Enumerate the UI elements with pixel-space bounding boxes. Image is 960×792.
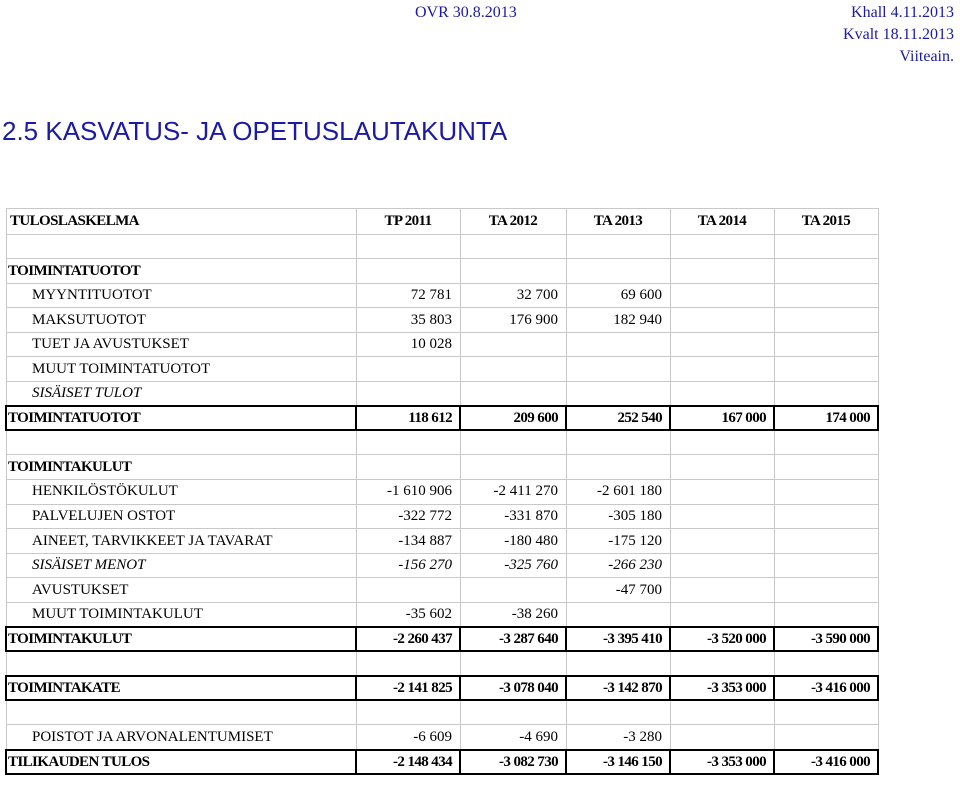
row-label: TOIMINTAKULUT xyxy=(8,459,132,475)
row-value: -3 078 040 xyxy=(499,680,558,696)
row-label: AINEET, TARVIKKEET JA TAVARAT xyxy=(32,533,273,549)
row-label: MYYNTITUOTOT xyxy=(32,287,152,303)
row-value: -3 280 xyxy=(623,729,662,745)
row-value: -4 690 xyxy=(519,729,558,745)
gridline-h xyxy=(6,504,878,505)
row-value: -175 120 xyxy=(608,533,662,549)
row-value: -38 260 xyxy=(511,606,558,622)
total-row-border-top xyxy=(6,675,879,677)
gridline-h xyxy=(6,430,878,431)
row-value: 182 940 xyxy=(613,312,662,328)
row-value: -266 230 xyxy=(608,557,662,573)
row-value: -3 395 410 xyxy=(603,631,662,647)
total-row-border-v xyxy=(669,626,671,652)
row-value: -134 887 xyxy=(398,533,452,549)
row-value: 252 540 xyxy=(617,410,662,426)
total-row-border-v xyxy=(565,749,567,775)
total-row-border-v xyxy=(669,675,671,701)
total-row-border-v xyxy=(773,749,775,775)
row-label: PALVELUJEN OSTOT xyxy=(32,508,176,524)
page-title: 2.5 KASVATUS- JA OPETUSLAUTAKUNTA xyxy=(2,116,508,146)
total-row-border-v xyxy=(355,749,357,775)
row-value: 118 612 xyxy=(408,410,452,426)
total-row-border-v xyxy=(5,675,7,701)
gridline-h xyxy=(6,675,878,676)
total-row-border-v xyxy=(773,675,775,701)
row-label: POISTOT JA ARVONALENTUMISET xyxy=(32,729,273,745)
total-row-border-v xyxy=(355,675,357,701)
row-label: TOIMINTAKATE xyxy=(8,680,120,696)
total-row-border-v xyxy=(877,749,879,775)
total-row-border-v xyxy=(459,749,461,775)
row-value: -3 353 000 xyxy=(707,754,766,770)
total-row-border-bottom xyxy=(6,650,879,652)
row-label: TOIMINTATUOTOT xyxy=(8,263,141,279)
row-label: TUET JA AVUSTUKSET xyxy=(32,336,189,352)
gridline-h xyxy=(6,332,878,333)
row-value: -3 142 870 xyxy=(603,680,662,696)
row-value: 209 600 xyxy=(513,410,558,426)
column-header-ta-2014: TA 2014 xyxy=(697,213,747,229)
row-label: TOIMINTAKULUT xyxy=(8,631,132,647)
gridline-h xyxy=(6,626,878,627)
row-value: -2 260 437 xyxy=(393,631,452,647)
row-label: SISÄISET MENOT xyxy=(32,557,146,573)
gridline-h xyxy=(6,405,878,406)
total-row-border-v xyxy=(5,405,7,431)
gridline-h xyxy=(6,577,878,578)
gridline-h xyxy=(6,479,878,480)
gridline-h xyxy=(6,602,878,603)
header-khall-date: Khall 4.11.2013 xyxy=(851,4,954,21)
row-value: 176 900 xyxy=(509,312,558,328)
gridline-h xyxy=(6,307,878,308)
row-value: -3 353 000 xyxy=(707,680,766,696)
row-value: -3 416 000 xyxy=(811,754,870,770)
gridline-h xyxy=(6,283,878,284)
gridline-h xyxy=(6,356,878,357)
row-value: 32 700 xyxy=(516,287,558,303)
row-value: -2 148 434 xyxy=(393,754,452,770)
total-row-border-top xyxy=(6,626,879,628)
row-value: -3 590 000 xyxy=(811,631,870,647)
total-row-border-bottom xyxy=(6,429,879,431)
row-value: -325 760 xyxy=(504,557,558,573)
gridline-h xyxy=(6,208,878,209)
header-ovr-date: OVR 30.8.2013 xyxy=(415,4,517,21)
column-header-tp-2011: TP 2011 xyxy=(384,213,432,229)
row-value: -35 602 xyxy=(405,606,452,622)
total-row-border-v xyxy=(355,405,357,431)
row-label: TILIKAUDEN TULOS xyxy=(8,754,150,770)
row-value: -2 411 270 xyxy=(493,483,558,499)
total-row-border-top xyxy=(6,749,879,751)
gridline-h xyxy=(6,381,878,382)
total-row-border-v xyxy=(459,626,461,652)
row-value: -2 601 180 xyxy=(597,483,662,499)
gridline-h xyxy=(6,700,878,701)
gridline-v xyxy=(774,208,775,774)
row-value: 72 781 xyxy=(410,287,452,303)
row-value: -1 610 906 xyxy=(387,483,452,499)
row-value: -180 480 xyxy=(504,533,558,549)
header-viiteain: Viiteain. xyxy=(899,48,954,65)
row-label: MUUT TOIMINTAKULUT xyxy=(32,606,203,622)
row-value: -305 180 xyxy=(608,508,662,524)
gridline-v xyxy=(878,208,879,774)
row-value: -3 520 000 xyxy=(707,631,766,647)
row-value: -6 609 xyxy=(413,729,452,745)
row-label: MAKSUTUOTOT xyxy=(32,312,146,328)
total-row-border-v xyxy=(773,405,775,431)
row-value: 10 028 xyxy=(410,336,452,352)
total-row-border-v xyxy=(459,675,461,701)
gridline-v xyxy=(6,208,7,774)
row-label: SISÄISET TULOT xyxy=(32,385,142,401)
row-label: TOIMINTATUOTOT xyxy=(8,410,141,426)
gridline-h xyxy=(6,651,878,652)
table-header-label: TULOSLASKELMA xyxy=(10,213,139,229)
total-row-border-top xyxy=(6,405,879,407)
total-row-border-bottom xyxy=(6,699,879,701)
gridline-v xyxy=(460,208,461,774)
total-row-border-v xyxy=(669,405,671,431)
row-value: 174 000 xyxy=(825,410,870,426)
row-value: -47 700 xyxy=(615,582,662,598)
gridline-h xyxy=(6,454,878,455)
gridline-h xyxy=(6,528,878,529)
column-header-ta-2013: TA 2013 xyxy=(593,213,643,229)
gridline-v xyxy=(670,208,671,774)
row-value: -3 146 150 xyxy=(603,754,662,770)
gridline-h xyxy=(6,258,878,259)
total-row-border-v xyxy=(565,675,567,701)
total-row-border-v xyxy=(877,626,879,652)
total-row-border-v xyxy=(877,675,879,701)
row-value: -3 082 730 xyxy=(499,754,558,770)
header-kvalt-date: Kvalt 18.11.2013 xyxy=(843,26,954,43)
document-header xyxy=(0,0,960,70)
row-label: MUUT TOIMINTATUOTOT xyxy=(32,361,211,377)
row-value: -331 870 xyxy=(504,508,558,524)
row-value: 69 600 xyxy=(620,287,662,303)
row-value: 167 000 xyxy=(721,410,766,426)
gridline-h xyxy=(6,553,878,554)
total-row-border-v xyxy=(5,626,7,652)
total-row-border-v xyxy=(877,405,879,431)
gridline-h xyxy=(6,774,878,775)
total-row-border-v xyxy=(459,405,461,431)
total-row-border-v xyxy=(565,626,567,652)
row-value: -2 141 825 xyxy=(393,680,452,696)
row-value: 35 803 xyxy=(410,312,452,328)
row-value: -3 416 000 xyxy=(811,680,870,696)
total-row-border-v xyxy=(5,749,7,775)
gridline-v xyxy=(566,208,567,774)
total-row-border-v xyxy=(773,626,775,652)
total-row-border-v xyxy=(565,405,567,431)
row-label: HENKILÖSTÖKULUT xyxy=(32,483,178,499)
row-value: -322 772 xyxy=(398,508,452,524)
gridline-h xyxy=(6,749,878,750)
gridline-h xyxy=(6,234,878,235)
gridline-h xyxy=(6,724,878,725)
total-row-border-bottom xyxy=(6,773,879,775)
gridline-v xyxy=(356,208,357,774)
column-header-ta-2015: TA 2015 xyxy=(801,213,851,229)
row-value: -3 287 640 xyxy=(499,631,558,647)
column-header-ta-2012: TA 2012 xyxy=(488,213,538,229)
row-label: AVUSTUKSET xyxy=(32,582,129,598)
total-row-border-v xyxy=(355,626,357,652)
total-row-border-v xyxy=(669,749,671,775)
row-value: -156 270 xyxy=(398,557,452,573)
